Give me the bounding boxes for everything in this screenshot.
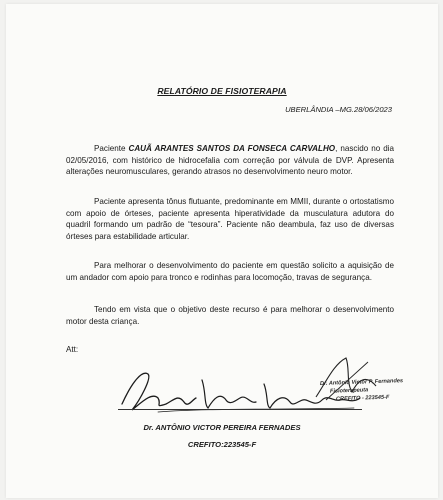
- document-page: [6, 4, 438, 498]
- paragraph-patient-history: [66, 143, 394, 178]
- paragraph-request: [66, 260, 394, 283]
- stamp-name: Dr. Antônio Victor P. Fernandes: [319, 378, 404, 387]
- handwritten-signature: [118, 364, 368, 419]
- stamp-profession: Fisioterapeuta: [329, 387, 369, 395]
- clinical-findings-text: Paciente apresenta tônus flutuante, predominante em MMII, durante o ortostatismo com apoio de órteses, paciente apresenta hiperatividade da musculatura adutora do quadril formando um padrão de “tesoura”. Paciente não deambula, faz uso de diversas órteses para estabilidade articular.: [66, 197, 394, 241]
- request-text: Para melhorar o desenvolvimento do paciente em questão solicito a aquisição de um andador com apoio para tronco e rodinhas para locomoção, travas de segurança.: [66, 261, 394, 282]
- stamp-crefito: CREFITO - 223545-F: [335, 394, 390, 403]
- closing-att: Att:: [66, 345, 79, 354]
- signer-name: Dr. ANTÔNIO VICTOR PEREIRA FERNADES: [143, 423, 301, 432]
- paragraph-clinical-findings: [66, 196, 394, 242]
- objective-text: Tendo em vista que o objetivo deste recurso é para melhorar o desenvolvimento motor desta criança.: [66, 305, 394, 326]
- paragraph-objective: [66, 304, 394, 327]
- report-title: RELATÓRIO DE FISIOTERAPIA: [157, 86, 287, 96]
- patient-name: CAUÃ ARANTES SANTOS DA FONSECA CARVALHO: [128, 144, 336, 153]
- report-dateline: UBERLÂNDIA –MG.28/06/2023: [285, 105, 392, 114]
- signature-line: [118, 409, 362, 410]
- signer-crefito: CREFITO:223545-F: [187, 440, 257, 449]
- patient-history-text: , nascido no dia 02/05/2016, com histórico de hidrocefalia com correção por válvula de DVP. Apresenta alterações neuromusculares, gerando atrasos no desenvolvimento neuro motor.: [66, 144, 395, 177]
- patient-prefix: Paciente: [94, 144, 129, 153]
